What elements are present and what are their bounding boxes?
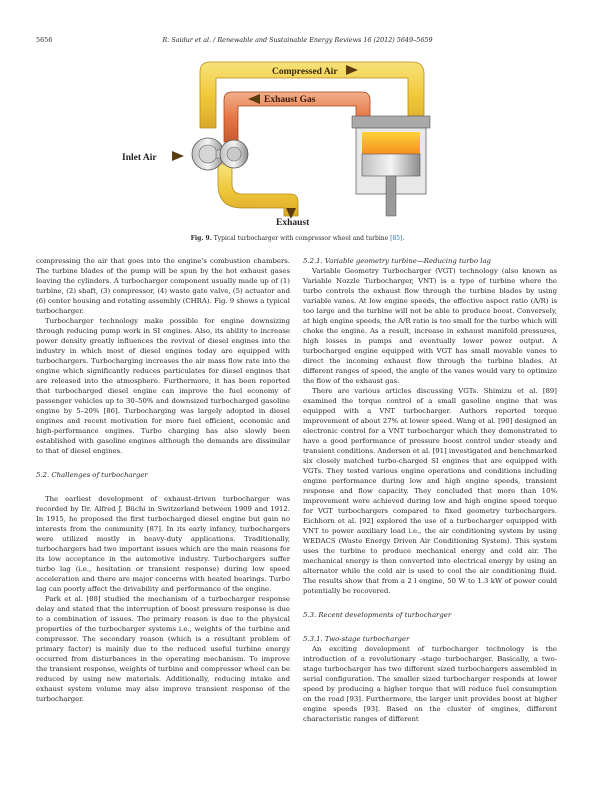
compressed-air-label: Compressed Air — [272, 67, 338, 77]
inlet-arrow — [172, 151, 184, 161]
right-column — [303, 256, 557, 724]
section-heading-5-2: 5.2. Challenges of turbocharger — [36, 471, 148, 479]
figure-caption — [36, 235, 559, 242]
journal-reference: R. Saidur et al. / Renewable and Sustainable Energy Reviews 16 (2012) 5649–5659 — [162, 36, 433, 44]
caption-ref-link[interactable]: [85] — [390, 235, 403, 242]
page-header — [36, 36, 559, 46]
paragraph: An exciting development of turbocharger technology is the introduction of a revolutionary -stage turbocharger. Basically, a two-stage turbocharger has two different sized turbochargers assembled in serial configuration. The smaller sized turbocharger responds at lower speed by producing a higher torque that will reduce fuel consumption on the road [93]. Furthermore, the larger unit provides boost at higher engine speeds [93]. Based on the cluster of engines, different characteristic ranges of different — [303, 645, 557, 723]
paragraph: There are various articles discussing VGTs. Shimizu et al. [89] examined the torque control of a small gasoline engine that was equipped with a VNT turbocharger. Authors reported torque improvement of about 27% at lower speed. Wang et al. [90] designed an electronic control for a VNT turbocharger which they demonstrated to have a good performance of pressure boost control under steady and transient conditions. Andersen et al. [91] investigated and benchmarked six closely matched turbo-charged SI engines that are equipped with VGTs. They tested various engine operations and conditions including engine performance during low and high engine speeds, transient response and flow capacity. They concluded that more than 10% improvement were achieved during low and high engine speed torque for VGT turbochargers compared to fixed geometry turbochargers. Eichhorn et al. [92] explored the use of a turbocharger equipped with VNT to power auxiliary load i.e., the air conditioning system by using WEDACS (Waste Energy Driven Air Conditioning System). This system uses the turbine to produce mechanical energy and cold air. The mechanical energy is then converted into electrical energy by using an alternator while the cold air is used to cool the air conditioning fluid. The results show that from a 2 l engine, 50 W to 1.3 kW of power could potentially be recovered. — [303, 387, 557, 595]
turbocharger-figure — [112, 54, 442, 228]
exhaust-outlet-pipe — [218, 164, 298, 216]
caption-end: . — [402, 235, 405, 242]
combustion-chamber — [362, 132, 420, 154]
exhaust-gas-label: Exhaust Gas — [264, 95, 316, 105]
left-column — [36, 256, 290, 704]
connecting-rod — [386, 176, 396, 216]
page-number: 5656 — [36, 36, 53, 44]
caption-text: Typical turbocharger with compressor wheel and turbine — [213, 235, 389, 242]
section-heading-5-3: 5.3. Recent developments of turbocharger — [303, 611, 452, 619]
exhaust-label: Exhaust — [276, 218, 310, 228]
paragraph: Park et al. [88] studied the mechanism of a turbocharger response delay and stated that the interruption of boost pressure response is due to a combination of issues. The primary reason is due to the physical properties of the turbocharger systems i.e., weights of the turbine and compressor. The secondary reason (which is a resultant problem of primary factor) is mainly due to the reduced useful turbine energy occurred from disturbances in the operating mechanism. To improve the transient response, weights of turbine and compressor wheel can be reduced by using new materials. Additionally, reducing intake and exhaust system volume may also improve transient response of the turbocharger. — [36, 595, 290, 703]
inlet-air-label: Inlet Air — [122, 153, 157, 163]
section-heading-5-2-1: 5.2.1. Variable geometry turbine—Reducing turbo lag — [303, 257, 491, 265]
paragraph: Turbocharger technology make possible for engine downsizing through reducing pump work in SI engines. Also, its ability to increase power density greatly influences the revival of diesel engines into the industry in which most of diesel engines today are equipped with turbochargers. Turbocharging increases the air mass flow rate into the engine which significantly reduces particulates for diesel engines that are released into the atmosphere. Furthermore, it has been reported that turbocharged diesel engine can improve the fuel economy of passenger vehicles up to 30–50% and downsized turbocharged gasoline engine by 5–20% [86]. Turbocharging was largely adopted in diesel engines and recent motivation for more fuel efficient, economic and high-performance engines. Turbo charging has also slowly been established with gasoline engines although the demands are dissimilar to that of diesel engines. — [36, 317, 290, 455]
engine-cylinder — [352, 116, 430, 216]
turbine-wheel — [227, 147, 241, 161]
paragraph: The earliest development of exhaust-driven turbocharger was recorded by Dr. Alfred J. Büchi in Switzerland between 1909 and 1912. In 1915, he proposed the first turbocharged diesel engine but gain no interests from the community [87]. In its early infancy, turbochargers were utilized mostly in heavy-duty applications. Traditionally, turbochargers had two important issues which are the main reasons for its low acceptance in the automotive industry. Turbochargers suffer turbo lag (i.e., hesitation or transient response) during low speed acceleration and there are major concerns with heated bearings. Turbo lag can poorly affect the drivability and performance of the engine. — [36, 495, 290, 593]
engine-head — [352, 116, 430, 128]
section-heading-5-3-1: 5.3.1. Two-stage turbocharger — [303, 635, 410, 643]
paragraph: compressing the air that goes into the engine's combustion chambers. The turbine blades of the pump will be spun by the hot exhaust gases leaving the cylinders. A turbocharger component usually made up of (1) turbine, (2) shaft, (3) compressor, (4) waste gate valve, (5) actuator and (6) center housing and rotating assembly (CHRA). Fig. 9 shows a typical turbocharger. — [36, 257, 290, 315]
turbocharger-diagram — [112, 54, 442, 228]
piston — [362, 154, 420, 176]
compressor-wheel — [199, 145, 217, 163]
paragraph: Variable Geometry Turbocharger (VGT) technology (also known as Variable Nozzle Turbocharger, VNT) is a type of turbine where the turbo controls the exhaust flow through the turbine blades by using variable vanes. At low engine speeds, the effective aspect ratio (A/R) is too large and the turbine will not be able to produce boost. Conversely, at high engine speeds, the A/R ratio is too small for the turbo which will choke the engine. As a result, increase in exhaust manifold pressures, high losses in pumps and eventually lower power output. A turbocharged engine equipped with VGT has small movable vanes to direct the incoming exhaust flow through the turbine blades. At different ranges of speed, the angle of the vanes would vary to optimize the flow of the exhaust gas. — [303, 267, 557, 385]
caption-label: Fig. 9. — [190, 235, 212, 242]
